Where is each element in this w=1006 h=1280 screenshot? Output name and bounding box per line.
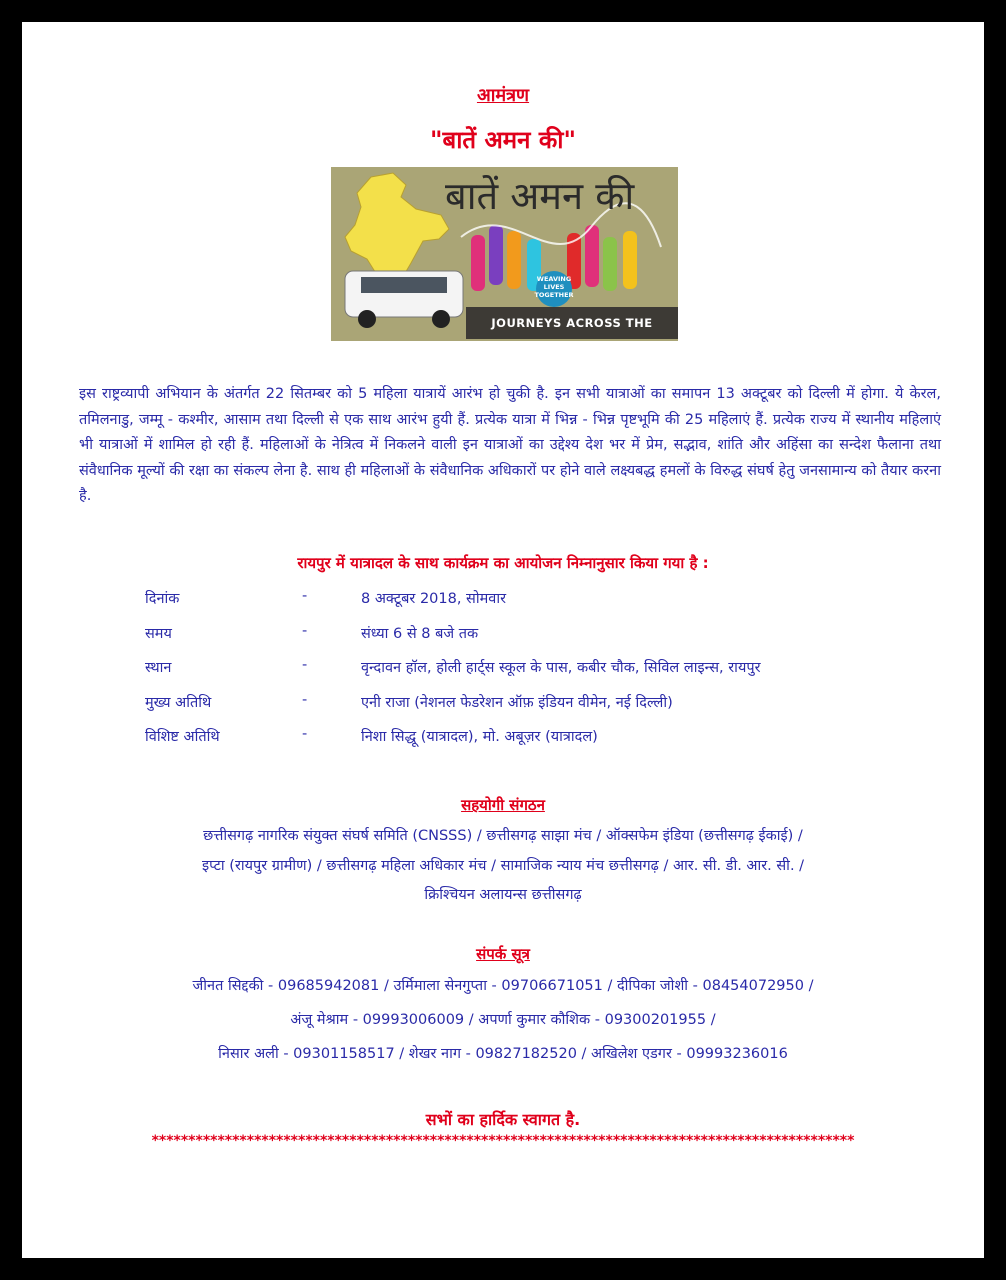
welcome-text: सभों का हार्दिक स्वागत है. xyxy=(425,1110,581,1129)
banner-footer: JOURNEYS ACROSS THE NATION xyxy=(466,307,678,339)
detail-label: विशिष्ट अतिथि xyxy=(145,729,220,745)
stars-divider: ************************************************************************************************ xyxy=(151,1133,855,1149)
intro-paragraph: इस राष्ट्रव्यापी अभियान के अंतर्गत 22 सितम्बर को 5 महिला यात्रायें आरंभ हो चुकी है. इन सभी यात्राओं का समापन 13 अक्टूबर को दिल्ली में होगा. ये केरल, तमिलनाडु, जम्मू - कश्मीर, आसाम तथा दिल्ली से एक साथ आरंभ हुयी हैं. प्रत्येक यात्रा में भिन्न - भिन्न पृष्टभूमि की 25 महिलाएं हैं. प्रत्येक राज्य में स्थानीय महिलाएं भी यात्राओं में शामिल हो रही हैं. महिलाओं के नेत्रित्व में निकलने वाली इन यात्राओं का उद्देश्य देश भर में प्रेम, सद्भाव, शांति और अहिंसा का सन्देश फैलाना तथा संवैधानिक मूल्यों की रक्षा का संकल्प लेना है. साथ ही महिलाओं के संवैधानिक अधिकारों पर होने वाले लक्ष्यबद्ध हमलों के विरुद्ध संघर्ष हेतु जनसामान्य को तैयार करना है. xyxy=(79,386,941,504)
invitation-page xyxy=(22,22,984,1258)
hand-icon xyxy=(623,231,637,289)
contacts-title: संपर्क सूत्र xyxy=(476,945,530,963)
hand-icon xyxy=(507,231,521,289)
detail-row-chief-guest xyxy=(145,692,945,718)
hand-icon xyxy=(489,225,503,285)
contacts-line: निसार अली - 09301158517 / शेखर नाग - 09827182520 / अखिलेश एडगर - 09993236016 xyxy=(218,1046,788,1062)
partners-line: छत्तीसगढ़ नागरिक संयुक्त संघर्ष समिति (CNSSS) / छत्तीसगढ़ साझा मंच / ऑक्सफेम इंडिया (छत्तीसगढ़ ईकाई) / xyxy=(203,828,803,844)
partners-title: सहयोगी संगठन xyxy=(461,796,545,814)
detail-label: दिनांक xyxy=(145,591,180,607)
hand-icon xyxy=(471,235,485,291)
detail-dash: - xyxy=(302,726,308,742)
hand-icon xyxy=(585,225,599,287)
detail-row-venue xyxy=(145,657,945,683)
invitation-title: "बातें अमन की" xyxy=(430,126,576,154)
detail-value: वृन्दावन हॉल, होली हार्ट्स स्कूल के पास, कबीर चौक, सिविल लाइन्स, रायपुर xyxy=(361,660,761,676)
invitation-label: आमंत्रण xyxy=(476,85,530,106)
banner-title: बातें अमन की xyxy=(445,174,635,218)
detail-row-time xyxy=(145,623,945,649)
detail-dash: - xyxy=(302,657,308,673)
partners-line: इप्टा (रायपुर ग्रामीण) / छत्तीसगढ़ महिला अधिकार मंच / सामाजिक न्याय मंच छत्तीसगढ़ / आर. सी. डी. आर. सी. / xyxy=(201,858,805,874)
detail-label: मुख्य अतिथि xyxy=(145,695,212,711)
contacts-line: अंजू मेश्राम - 09993006009 / अपर्णा कुमार कौशिक - 09300201955 / xyxy=(290,1012,716,1028)
detail-dash: - xyxy=(302,692,308,708)
detail-label: समय xyxy=(145,626,172,642)
detail-dash: - xyxy=(302,588,308,604)
detail-value: 8 अक्टूबर 2018, सोमवार xyxy=(361,591,507,607)
detail-label: स्थान xyxy=(145,660,172,676)
detail-value: एनी राजा (नेशनल फेडरेशन ऑफ़ इंडियन वीमेन, नई दिल्ली) xyxy=(361,695,673,711)
detail-row-special-guest xyxy=(145,726,945,752)
detail-dash: - xyxy=(302,623,308,639)
campaign-banner-image xyxy=(331,167,678,362)
program-heading: रायपुर में यात्रादल के साथ कार्यक्रम का आयोजन निम्नानुसार किया गया है : xyxy=(297,554,709,572)
detail-row-date xyxy=(145,588,945,614)
detail-value: संध्या 6 से 8 बजे तक xyxy=(361,626,479,642)
contacts-line: जीनत सिद्दकी - 09685942081 / उर्मिमाला सेनगुप्ता - 09706671051 / दीपिका जोशी - 08454072950 / xyxy=(192,978,814,994)
banner-tagline: WEAVING LIVES TOGETHER xyxy=(534,275,574,299)
hand-icon xyxy=(603,237,617,291)
partners-line: क्रिश्चियन अलायन्स छत्तीसगढ़ xyxy=(424,887,582,903)
detail-value: निशा सिद्धू (यात्रादल), मो. अबूज़र (यात्रादल) xyxy=(361,729,598,745)
